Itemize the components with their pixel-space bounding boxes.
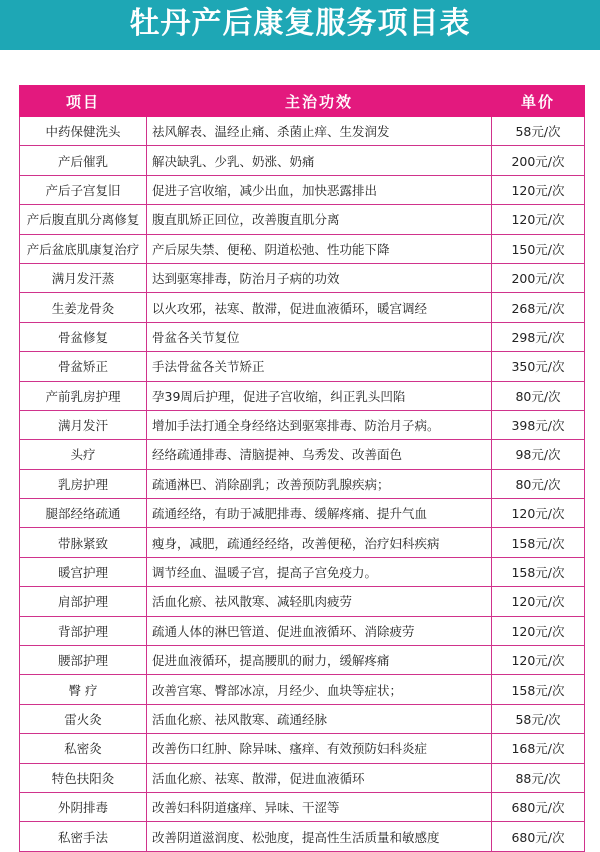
item-name: 腿部经络疏通 (20, 499, 147, 528)
item-price: 680元/次 (492, 792, 585, 821)
table-row (20, 263, 585, 292)
table-row (20, 410, 585, 439)
item-effect: 祛风解表、温经止痛、杀菌止痒、生发润发 (147, 117, 492, 146)
item-effect: 改善伤口红肿、除异味、瘙痒、有效预防妇科炎症 (147, 734, 492, 763)
item-name: 产前乳房护理 (20, 381, 147, 410)
table-row (20, 146, 585, 175)
header-effect: 主治功效 (147, 86, 492, 117)
item-price: 120元/次 (492, 646, 585, 675)
item-name: 产后腹直肌分离修复 (20, 205, 147, 234)
item-effect: 手法骨盆各关节矫正 (147, 352, 492, 381)
item-effect: 经络疏通排毒、清脑提神、乌秀发、改善面色 (147, 440, 492, 469)
table-row (20, 234, 585, 263)
item-name: 肩部护理 (20, 587, 147, 616)
item-effect: 达到驱寒排毒，防治月子病的功效 (147, 263, 492, 292)
item-effect: 孕39周后护理，促进子宫收缩，纠正乳头凹陷 (147, 381, 492, 410)
table-row (20, 381, 585, 410)
table-row (20, 616, 585, 645)
page-title: 牡丹产后康复服务项目表 (129, 6, 471, 41)
table-row (20, 822, 585, 851)
table-row (20, 322, 585, 351)
item-name: 产后盆底肌康复治疗 (20, 234, 147, 263)
item-effect: 促进血液循环，提高腰肌的耐力，缓解疼痛 (147, 646, 492, 675)
item-price: 350元/次 (492, 352, 585, 381)
item-price: 158元/次 (492, 528, 585, 557)
item-effect: 疏通人体的淋巴管道、促进血液循环、消除疲劳 (147, 616, 492, 645)
item-price: 80元/次 (492, 469, 585, 498)
item-price: 98元/次 (492, 440, 585, 469)
item-name: 乳房护理 (20, 469, 147, 498)
item-name: 腰部护理 (20, 646, 147, 675)
table-row (20, 499, 585, 528)
item-price: 158元/次 (492, 675, 585, 704)
item-price: 268元/次 (492, 293, 585, 322)
item-effect: 改善妇科阴道瘙痒、异味、干涩等 (147, 792, 492, 821)
table-row (20, 469, 585, 498)
item-price: 398元/次 (492, 410, 585, 439)
item-price: 200元/次 (492, 146, 585, 175)
item-effect: 改善阴道滋润度、松弛度，提高性生活质量和敏感度 (147, 822, 492, 851)
item-price: 150元/次 (492, 234, 585, 263)
item-price: 200元/次 (492, 263, 585, 292)
table-row (20, 763, 585, 792)
item-price: 120元/次 (492, 587, 585, 616)
table-row (20, 792, 585, 821)
item-effect: 疏通淋巴、消除副乳；改善预防乳腺疾病； (147, 469, 492, 498)
item-name: 带脉紧致 (20, 528, 147, 557)
item-effect: 骨盆各关节复位 (147, 322, 492, 351)
table-row (20, 117, 585, 146)
item-effect: 以火攻邪，祛寒、散滞，促进血液循环，暖宫调经 (147, 293, 492, 322)
item-effect: 疏通经络，有助于减肥排毒、缓解疼痛、提升气血 (147, 499, 492, 528)
item-name: 满月发汗蒸 (20, 263, 147, 292)
item-effect: 瘦身，减肥，疏通经经络，改善便秘，治疗妇科疾病 (147, 528, 492, 557)
table-row (20, 440, 585, 469)
item-name: 外阴排毒 (20, 792, 147, 821)
item-name: 满月发汗 (20, 410, 147, 439)
item-effect: 活血化瘀、祛风散寒、疏通经脉 (147, 704, 492, 733)
table-row (20, 734, 585, 763)
item-price: 158元/次 (492, 557, 585, 586)
item-price: 58元/次 (492, 117, 585, 146)
item-name: 雷火灸 (20, 704, 147, 733)
item-name: 头疗 (20, 440, 147, 469)
header-name: 项目 (20, 86, 147, 117)
service-table (19, 85, 585, 852)
table-row (20, 587, 585, 616)
table-row (20, 293, 585, 322)
item-price: 680元/次 (492, 822, 585, 851)
item-price: 88元/次 (492, 763, 585, 792)
table-row (20, 352, 585, 381)
table-row (20, 175, 585, 204)
item-price: 120元/次 (492, 175, 585, 204)
item-price: 120元/次 (492, 616, 585, 645)
item-effect: 活血化瘀、祛风散寒、减轻肌肉疲劳 (147, 587, 492, 616)
item-name: 暖宫护理 (20, 557, 147, 586)
item-name: 骨盆修复 (20, 322, 147, 351)
item-price: 120元/次 (492, 205, 585, 234)
item-name: 私密灸 (20, 734, 147, 763)
item-name: 臀 疗 (20, 675, 147, 704)
item-price: 80元/次 (492, 381, 585, 410)
table-row (20, 205, 585, 234)
table-row (20, 704, 585, 733)
item-name: 背部护理 (20, 616, 147, 645)
item-price: 168元/次 (492, 734, 585, 763)
table-header-row (20, 86, 585, 117)
header-price: 单价 (492, 86, 585, 117)
item-price: 120元/次 (492, 499, 585, 528)
table-row (20, 528, 585, 557)
item-name: 私密手法 (20, 822, 147, 851)
table-row (20, 646, 585, 675)
item-effect: 活血化瘀、祛寒、散滞，促进血液循环 (147, 763, 492, 792)
item-effect: 腹直肌矫正回位，改善腹直肌分离 (147, 205, 492, 234)
item-name: 特色扶阳灸 (20, 763, 147, 792)
item-price: 298元/次 (492, 322, 585, 351)
item-price: 58元/次 (492, 704, 585, 733)
item-effect: 改善宫寒、臀部冰凉，月经少、血块等症状； (147, 675, 492, 704)
item-effect: 解决缺乳、少乳、奶涨、奶痛 (147, 146, 492, 175)
item-effect: 产后尿失禁、便秘、阴道松弛、性功能下降 (147, 234, 492, 263)
item-name: 骨盆矫正 (20, 352, 147, 381)
item-name: 中药保健洗头 (20, 117, 147, 146)
item-effect: 促进子宫收缩，减少出血，加快恶露排出 (147, 175, 492, 204)
item-name: 产后催乳 (20, 146, 147, 175)
item-name: 生姜龙骨灸 (20, 293, 147, 322)
table-row (20, 557, 585, 586)
table-row (20, 675, 585, 704)
item-name: 产后子宫复旧 (20, 175, 147, 204)
item-effect: 调节经血、温暖子宫，提高子宫免疫力。 (147, 557, 492, 586)
item-effect: 增加手法打通全身经络达到驱寒排毒、防治月子病。 (147, 410, 492, 439)
